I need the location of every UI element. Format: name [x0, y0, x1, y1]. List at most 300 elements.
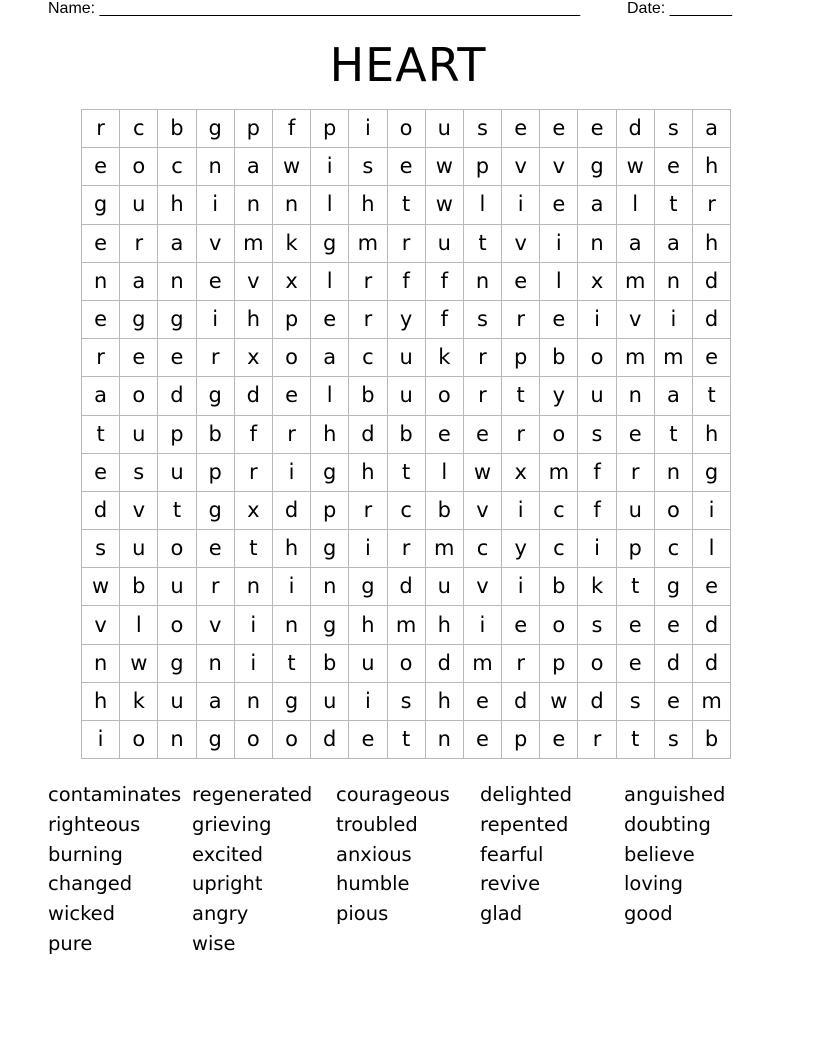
grid-cell: t [82, 415, 120, 453]
grid-cell: t [387, 453, 425, 491]
grid-cell: v [196, 224, 234, 262]
grid-cell: e [463, 415, 501, 453]
grid-cell: d [578, 682, 616, 720]
grid-cell: n [196, 644, 234, 682]
grid-cell: s [616, 682, 654, 720]
grid-cell: i [349, 682, 387, 720]
grid-cell: h [272, 530, 310, 568]
grid-cell: p [502, 339, 540, 377]
grid-cell: i [654, 300, 692, 338]
grid-cell: d [349, 415, 387, 453]
grid-row [82, 148, 731, 186]
grid-cell: e [502, 262, 540, 300]
word-search-grid [81, 109, 731, 759]
grid-cell: v [463, 568, 501, 606]
grid-cell: w [272, 148, 310, 186]
grid-row [82, 644, 731, 682]
grid-cell: i [349, 110, 387, 148]
grid-cell: v [234, 262, 272, 300]
grid-cell: i [272, 453, 310, 491]
grid-cell: b [311, 644, 349, 682]
word-list-item: anxious [336, 842, 412, 866]
grid-cell: g [654, 568, 692, 606]
grid-cell: e [196, 530, 234, 568]
grid-cell: r [578, 721, 616, 759]
grid-cell: i [578, 530, 616, 568]
grid-cell: t [502, 377, 540, 415]
word-list-item: righteous [48, 812, 141, 836]
grid-cell: g [311, 530, 349, 568]
grid-cell: t [387, 721, 425, 759]
grid-cell: p [234, 110, 272, 148]
grid-cell: a [693, 110, 731, 148]
grid-cell: n [234, 568, 272, 606]
grid-cell: o [578, 339, 616, 377]
grid-cell: f [425, 262, 463, 300]
grid-cell: e [425, 415, 463, 453]
grid-cell: a [158, 224, 196, 262]
grid-cell: o [158, 606, 196, 644]
word-list-item: angry [192, 902, 249, 926]
grid-cell: a [654, 224, 692, 262]
grid-cell: l [311, 377, 349, 415]
grid-cell: f [578, 491, 616, 529]
grid-cell: e [349, 721, 387, 759]
grid-cell: r [196, 339, 234, 377]
grid-cell: i [693, 491, 731, 529]
grid-cell: d [82, 491, 120, 529]
grid-cell: v [502, 224, 540, 262]
grid-cell: g [272, 682, 310, 720]
grid-cell: h [693, 224, 731, 262]
grid-cell: e [502, 110, 540, 148]
grid-cell: g [578, 148, 616, 186]
grid-cell: a [616, 224, 654, 262]
grid-cell: a [234, 148, 272, 186]
word-list-item: revive [480, 872, 541, 896]
grid-cell: t [654, 415, 692, 453]
grid-cell: c [540, 491, 578, 529]
grid-cell: p [311, 491, 349, 529]
grid-cell: k [425, 339, 463, 377]
grid-cell: u [387, 377, 425, 415]
grid-cell: i [349, 530, 387, 568]
grid-cell: g [82, 186, 120, 224]
grid-cell: u [578, 377, 616, 415]
word-list-item: wise [192, 931, 236, 955]
grid-cell: f [234, 415, 272, 453]
grid-cell: x [502, 453, 540, 491]
grid-cell: o [120, 721, 158, 759]
grid-cell: e [616, 415, 654, 453]
grid-cell: t [158, 491, 196, 529]
grid-cell: i [234, 606, 272, 644]
word-list-item: doubting [624, 812, 711, 836]
grid-cell: i [463, 606, 501, 644]
word-list [48, 780, 768, 959]
grid-cell: o [540, 606, 578, 644]
grid-cell: g [311, 606, 349, 644]
grid-cell: s [463, 300, 501, 338]
grid-row [82, 721, 731, 759]
grid-cell: n [158, 262, 196, 300]
grid-cell: d [158, 377, 196, 415]
grid-cell: d [234, 377, 272, 415]
grid-cell: g [311, 224, 349, 262]
grid-cell: w [82, 568, 120, 606]
grid-cell: i [196, 300, 234, 338]
grid-cell: d [502, 682, 540, 720]
grid-cell: d [387, 568, 425, 606]
grid-cell: n [578, 224, 616, 262]
grid-cell: o [387, 644, 425, 682]
grid-cell: p [616, 530, 654, 568]
grid-cell: m [616, 262, 654, 300]
grid-cell: c [349, 339, 387, 377]
grid-cell: f [425, 300, 463, 338]
grid-cell: m [349, 224, 387, 262]
word-list-item: loving [624, 872, 684, 896]
grid-cell: v [502, 148, 540, 186]
grid-cell: i [234, 644, 272, 682]
grid-cell: h [425, 606, 463, 644]
grid-cell: n [616, 377, 654, 415]
word-list-item: grieving [192, 812, 272, 836]
grid-cell: m [463, 644, 501, 682]
grid-cell: i [272, 568, 310, 606]
grid-cell: t [272, 644, 310, 682]
grid-cell: n [272, 186, 310, 224]
grid-cell: r [349, 491, 387, 529]
grid-row [82, 453, 731, 491]
grid-cell: x [578, 262, 616, 300]
grid-cell: e [540, 721, 578, 759]
grid-cell: l [693, 530, 731, 568]
grid-cell: v [120, 491, 158, 529]
grid-cell: m [654, 339, 692, 377]
grid-cell: h [693, 415, 731, 453]
grid-cell: e [654, 682, 692, 720]
grid-cell: v [196, 606, 234, 644]
grid-cell: o [158, 530, 196, 568]
grid-cell: y [502, 530, 540, 568]
grid-cell: c [463, 530, 501, 568]
grid-cell: e [693, 568, 731, 606]
grid-cell: g [349, 568, 387, 606]
grid-cell: g [158, 300, 196, 338]
grid-cell: x [234, 491, 272, 529]
grid-row [82, 186, 731, 224]
grid-cell: p [540, 644, 578, 682]
grid-cell: e [463, 721, 501, 759]
grid-cell: x [272, 262, 310, 300]
grid-cell: b [425, 491, 463, 529]
grid-cell: o [425, 377, 463, 415]
grid-cell: x [234, 339, 272, 377]
grid-cell: e [387, 148, 425, 186]
grid-cell: l [311, 186, 349, 224]
grid-cell: s [349, 148, 387, 186]
grid-cell: c [387, 491, 425, 529]
grid-cell: o [654, 491, 692, 529]
grid-cell: l [616, 186, 654, 224]
grid-cell: u [158, 568, 196, 606]
grid-cell: o [272, 721, 310, 759]
grid-cell: o [120, 377, 158, 415]
grid-cell: b [158, 110, 196, 148]
grid-cell: t [387, 186, 425, 224]
grid-cell: d [425, 644, 463, 682]
grid-cell: s [120, 453, 158, 491]
word-list-item: courageous [336, 783, 450, 806]
grid-cell: e [82, 224, 120, 262]
grid-cell: y [387, 300, 425, 338]
grid-row [82, 300, 731, 338]
grid-cell: m [234, 224, 272, 262]
grid-cell: f [578, 453, 616, 491]
grid-cell: i [311, 148, 349, 186]
grid-cell: s [578, 606, 616, 644]
grid-cell: s [578, 415, 616, 453]
word-list-item: burning [48, 842, 123, 866]
word-list-item: repented [480, 812, 569, 836]
grid-cell: k [272, 224, 310, 262]
grid-cell: h [82, 682, 120, 720]
word-list-item: excited [192, 842, 264, 866]
grid-cell: t [693, 377, 731, 415]
grid-cell: o [387, 110, 425, 148]
grid-cell: c [158, 148, 196, 186]
grid-cell: n [234, 186, 272, 224]
grid-cell: i [578, 300, 616, 338]
grid-cell: c [654, 530, 692, 568]
grid-cell: k [120, 682, 158, 720]
grid-cell: e [540, 110, 578, 148]
word-list-item: humble [336, 872, 410, 896]
grid-cell: u [349, 644, 387, 682]
grid-cell: r [120, 224, 158, 262]
grid-cell: m [540, 453, 578, 491]
grid-cell: u [616, 491, 654, 529]
grid-cell: d [272, 491, 310, 529]
grid-cell: w [425, 148, 463, 186]
grid-cell: n [425, 721, 463, 759]
grid-cell: a [196, 682, 234, 720]
grid-cell: m [387, 606, 425, 644]
grid-cell: u [387, 339, 425, 377]
grid-cell: h [311, 415, 349, 453]
grid-cell: n [196, 148, 234, 186]
grid-cell: b [387, 415, 425, 453]
grid-cell: h [234, 300, 272, 338]
grid-cell: l [425, 453, 463, 491]
grid-cell: d [693, 644, 731, 682]
grid-row [82, 530, 731, 568]
grid-cell: d [693, 606, 731, 644]
grid-cell: p [272, 300, 310, 338]
grid-cell: e [540, 300, 578, 338]
grid-cell: b [120, 568, 158, 606]
grid-cell: o [540, 415, 578, 453]
grid-cell: b [196, 415, 234, 453]
grid-cell: r [196, 568, 234, 606]
grid-cell: a [82, 377, 120, 415]
grid-cell: h [425, 682, 463, 720]
grid-cell: i [82, 721, 120, 759]
word-list-item: pure [48, 931, 93, 955]
word-list-item: wicked [48, 902, 116, 926]
grid-cell: i [502, 491, 540, 529]
grid-cell: t [616, 721, 654, 759]
word-list-item: delighted [480, 783, 572, 806]
grid-cell: p [463, 148, 501, 186]
grid-cell: d [693, 262, 731, 300]
grid-cell: l [540, 262, 578, 300]
grid-cell: e [272, 377, 310, 415]
grid-cell: e [578, 110, 616, 148]
grid-cell: t [654, 186, 692, 224]
grid-cell: r [234, 453, 272, 491]
grid-cell: r [349, 300, 387, 338]
grid-cell: f [387, 262, 425, 300]
grid-cell: a [120, 262, 158, 300]
grid-cell: w [463, 453, 501, 491]
grid-cell: n [158, 721, 196, 759]
grid-cell: g [196, 110, 234, 148]
grid-cell: s [654, 110, 692, 148]
grid-cell: s [654, 721, 692, 759]
grid-cell: m [693, 682, 731, 720]
grid-cell: b [349, 377, 387, 415]
grid-cell: r [349, 262, 387, 300]
grid-row [82, 377, 731, 415]
grid-cell: g [196, 491, 234, 529]
grid-cell: r [82, 110, 120, 148]
grid-cell: u [120, 530, 158, 568]
grid-row [82, 224, 731, 262]
grid-cell: e [654, 606, 692, 644]
grid-cell: d [616, 110, 654, 148]
grid-cell: n [234, 682, 272, 720]
grid-cell: t [616, 568, 654, 606]
grid-row [82, 568, 731, 606]
word-list-item: glad [480, 902, 523, 926]
grid-cell: o [578, 644, 616, 682]
grid-row [82, 110, 731, 148]
grid-cell: g [693, 453, 731, 491]
grid-cell: r [693, 186, 731, 224]
grid-cell: i [540, 224, 578, 262]
grid-cell: r [272, 415, 310, 453]
grid-cell: h [349, 453, 387, 491]
grid-cell: l [120, 606, 158, 644]
grid-cell: i [502, 186, 540, 224]
grid-cell: s [463, 110, 501, 148]
grid-cell: m [616, 339, 654, 377]
grid-cell: a [578, 186, 616, 224]
grid-cell: b [540, 339, 578, 377]
grid-cell: n [82, 262, 120, 300]
grid-cell: t [463, 224, 501, 262]
grid-cell: u [120, 415, 158, 453]
grid-cell: w [120, 644, 158, 682]
grid-cell: u [120, 186, 158, 224]
grid-cell: i [196, 186, 234, 224]
grid-row [82, 339, 731, 377]
date-field-line[interactable]: Date: _______ [627, 0, 732, 17]
grid-cell: p [311, 110, 349, 148]
grid-cell: v [616, 300, 654, 338]
grid-cell: o [234, 721, 272, 759]
word-list-item: upright [192, 872, 263, 896]
grid-cell: l [311, 262, 349, 300]
grid-cell: v [82, 606, 120, 644]
grid-cell: r [463, 377, 501, 415]
grid-cell: p [158, 415, 196, 453]
grid-row [82, 606, 731, 644]
word-list-item: changed [48, 872, 133, 896]
grid-cell: g [158, 644, 196, 682]
grid-cell: m [425, 530, 463, 568]
grid-row [82, 682, 731, 720]
grid-cell: d [654, 644, 692, 682]
grid-cell: y [540, 377, 578, 415]
grid-cell: u [158, 453, 196, 491]
grid-cell: e [540, 186, 578, 224]
puzzle-title: HEART [329, 38, 487, 92]
grid-cell: e [82, 300, 120, 338]
grid-cell: g [196, 721, 234, 759]
grid-cell: s [82, 530, 120, 568]
word-list-item: troubled [336, 812, 418, 836]
grid-cell: n [311, 568, 349, 606]
word-list-item: pious [336, 902, 389, 926]
grid-row [82, 262, 731, 300]
grid-cell: p [502, 721, 540, 759]
grid-cell: r [463, 339, 501, 377]
grid-cell: h [349, 186, 387, 224]
word-list-item: contaminates [48, 783, 182, 806]
grid-cell: o [120, 148, 158, 186]
grid-cell: p [196, 453, 234, 491]
word-list-item: believe [624, 842, 695, 866]
grid-cell: e [158, 339, 196, 377]
grid-cell: e [311, 300, 349, 338]
grid-cell: e [82, 453, 120, 491]
grid-cell: r [387, 530, 425, 568]
grid-cell: n [463, 262, 501, 300]
grid-cell: u [425, 224, 463, 262]
grid-cell: d [693, 300, 731, 338]
grid-cell: e [196, 262, 234, 300]
grid-cell: n [272, 606, 310, 644]
grid-cell: r [502, 300, 540, 338]
word-list-item: regenerated [192, 783, 313, 806]
grid-cell: e [654, 148, 692, 186]
name-field-line[interactable]: Name: ______________________________________________________ [48, 0, 581, 17]
grid-row [82, 415, 731, 453]
grid-cell: g [196, 377, 234, 415]
grid-cell: i [502, 568, 540, 606]
grid-cell: h [693, 148, 731, 186]
grid-cell: r [82, 339, 120, 377]
grid-cell: b [540, 568, 578, 606]
grid-cell: s [387, 682, 425, 720]
grid-cell: h [158, 186, 196, 224]
grid-cell: e [502, 606, 540, 644]
grid-cell: g [311, 453, 349, 491]
grid-cell: k [578, 568, 616, 606]
